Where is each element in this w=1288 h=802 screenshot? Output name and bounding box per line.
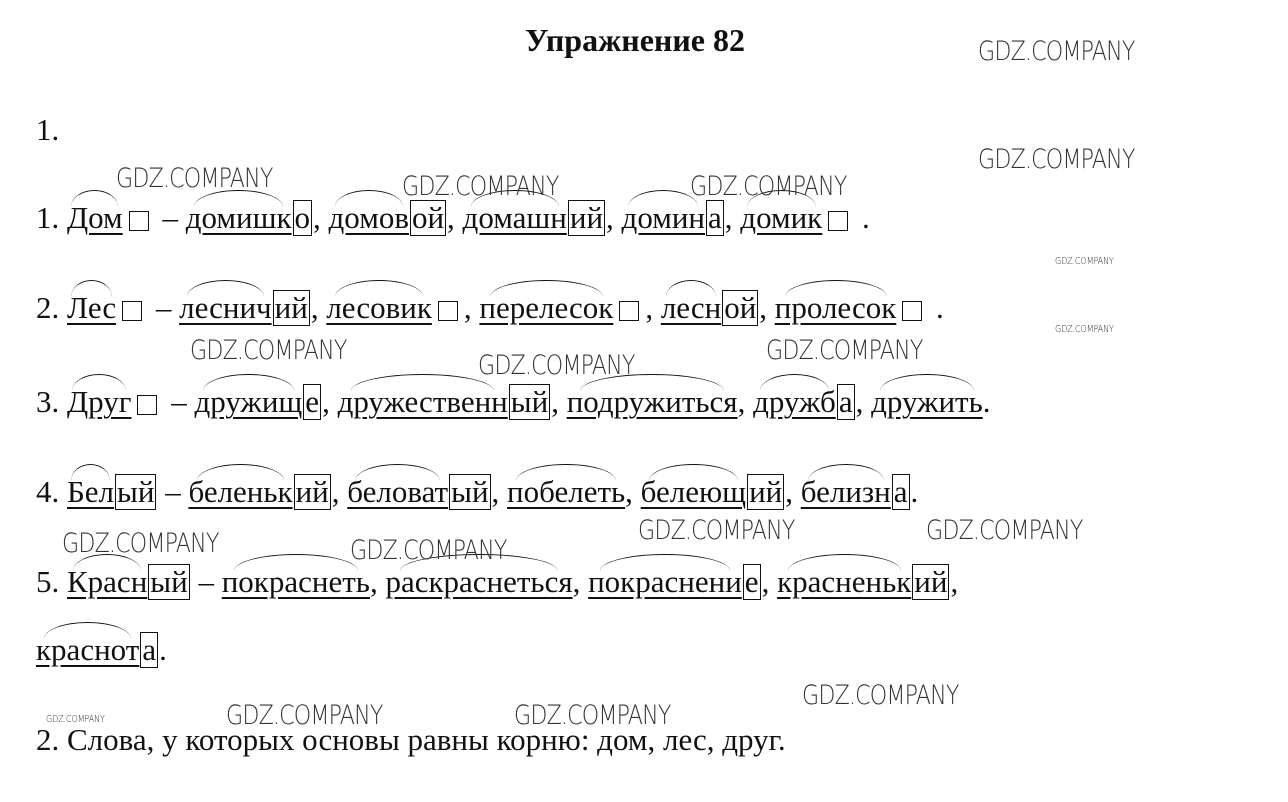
watermark: GDZ.COMPANY bbox=[638, 515, 795, 546]
word-ending: ий bbox=[749, 474, 783, 509]
watermark: GDZ.COMPANY bbox=[226, 700, 383, 731]
watermark: GDZ.COMPANY bbox=[190, 335, 347, 366]
word-ending: ий bbox=[569, 200, 604, 235]
word-ending: ый bbox=[510, 384, 549, 419]
separator: , bbox=[463, 290, 480, 325]
separator: . bbox=[159, 632, 167, 667]
word-stem: домик bbox=[740, 200, 823, 235]
separator: . bbox=[982, 384, 991, 419]
word bbox=[67, 562, 147, 602]
word bbox=[67, 472, 114, 512]
separator: , bbox=[369, 564, 386, 599]
word-stem: перелесок bbox=[479, 290, 614, 325]
watermark: GDZ.COMPANY bbox=[1055, 256, 1114, 267]
word-stem: дружественн bbox=[337, 384, 508, 419]
word-row-4 bbox=[36, 472, 918, 512]
word bbox=[338, 382, 508, 422]
word-stem: дружб bbox=[753, 384, 836, 419]
word-ending: ий bbox=[295, 474, 329, 509]
watermark: GDZ.COMPANY bbox=[766, 335, 923, 366]
word bbox=[67, 198, 123, 238]
word-stem: Друг bbox=[67, 384, 132, 419]
row-number: 2. bbox=[36, 290, 67, 325]
watermark: GDZ.COMPANY bbox=[1055, 324, 1114, 335]
separator: , bbox=[551, 384, 567, 419]
watermark: GDZ.COMPANY bbox=[926, 515, 1083, 546]
word bbox=[67, 382, 131, 422]
word bbox=[801, 472, 891, 512]
word-ending: е bbox=[744, 564, 759, 599]
word-stem: побелеть bbox=[507, 474, 626, 509]
word-stem: домин bbox=[621, 200, 706, 235]
word-stem: дружищ bbox=[194, 384, 303, 419]
word-ending: а bbox=[142, 632, 157, 667]
word bbox=[507, 472, 625, 512]
word bbox=[479, 288, 613, 328]
word-ending: о bbox=[294, 200, 311, 235]
word-stem: Дом bbox=[67, 200, 123, 235]
word-ending: ий bbox=[274, 290, 308, 325]
word bbox=[661, 288, 721, 328]
separator: , bbox=[491, 474, 508, 509]
separator: , bbox=[313, 200, 329, 235]
separator: , bbox=[606, 200, 622, 235]
word-row-3 bbox=[36, 382, 990, 422]
word bbox=[740, 198, 822, 238]
watermark: GDZ.COMPANY bbox=[478, 350, 635, 381]
word-stem: беловат bbox=[347, 474, 449, 509]
watermark: GDZ.COMPANY bbox=[116, 163, 273, 194]
word-ending: ой bbox=[411, 200, 445, 235]
word-ending: а bbox=[838, 384, 853, 419]
separator: – bbox=[190, 564, 222, 599]
watermark: GDZ.COMPANY bbox=[350, 535, 507, 566]
separator: – bbox=[163, 384, 195, 419]
word bbox=[641, 472, 746, 512]
separator: , bbox=[625, 474, 641, 509]
part1-label: 1. bbox=[36, 112, 60, 147]
word-stem: Лес bbox=[67, 290, 117, 325]
word-stem: домашн bbox=[462, 200, 567, 235]
separator: , bbox=[645, 290, 661, 325]
watermark: GDZ.COMPANY bbox=[978, 36, 1135, 67]
separator: , bbox=[761, 564, 778, 599]
word-stem: беленьк bbox=[188, 474, 293, 509]
separator: . bbox=[854, 200, 870, 235]
word bbox=[588, 562, 742, 602]
separator: , bbox=[950, 564, 959, 599]
word-stem: Бел bbox=[67, 474, 115, 509]
word-row-2 bbox=[36, 288, 944, 328]
word bbox=[347, 472, 448, 512]
word-ending: ый bbox=[451, 474, 489, 509]
row-number: 5. bbox=[36, 564, 67, 599]
word-stem: Красн bbox=[67, 564, 148, 599]
word-stem: дружить bbox=[871, 384, 983, 419]
separator: , bbox=[759, 290, 775, 325]
word bbox=[179, 288, 272, 328]
separator: – bbox=[148, 290, 180, 325]
word-row-5-continued bbox=[36, 630, 167, 670]
row-number: 3. bbox=[36, 384, 67, 419]
word bbox=[329, 198, 409, 238]
word bbox=[622, 198, 705, 238]
separator: , bbox=[447, 200, 463, 235]
word bbox=[36, 630, 139, 670]
separator: , bbox=[572, 564, 589, 599]
exercise-title: Упражнение 82 bbox=[524, 22, 745, 58]
word-stem: белеющ bbox=[640, 474, 747, 509]
word bbox=[463, 198, 567, 238]
separator: , bbox=[785, 474, 801, 509]
watermark: GDZ.COMPANY bbox=[514, 700, 671, 731]
word-stem: красненьк bbox=[777, 564, 912, 599]
separator: , bbox=[322, 384, 338, 419]
word-ending: ой bbox=[724, 290, 757, 325]
word-stem: лесовик bbox=[326, 290, 432, 325]
watermark: GDZ.COMPANY bbox=[62, 528, 219, 559]
word-stem: белизн bbox=[800, 474, 891, 509]
zero-ending-box bbox=[619, 301, 639, 321]
word-stem: домов bbox=[328, 200, 409, 235]
separator: , bbox=[737, 384, 754, 419]
word bbox=[567, 382, 738, 422]
word-stem: краснот bbox=[36, 632, 140, 667]
part2-text: 2. Слова, у которых основы равны корню: дом, лес, друг. bbox=[36, 722, 786, 757]
word bbox=[326, 288, 432, 328]
watermark: GDZ.COMPANY bbox=[802, 680, 959, 711]
word bbox=[775, 288, 897, 328]
word-ending: а bbox=[708, 200, 722, 235]
separator: , bbox=[855, 384, 872, 419]
word-stem: покраснеть bbox=[221, 564, 370, 599]
watermark: GDZ.COMPANY bbox=[46, 714, 105, 725]
word-stem: пролесок bbox=[774, 290, 897, 325]
watermark: GDZ.COMPANY bbox=[690, 171, 847, 202]
zero-ending-box bbox=[129, 211, 149, 231]
word-stem: лесн bbox=[660, 290, 722, 325]
word bbox=[67, 288, 116, 328]
word-stem: леснич bbox=[179, 290, 272, 325]
word bbox=[777, 562, 911, 602]
word-ending: а bbox=[893, 474, 908, 509]
separator: , bbox=[724, 200, 741, 235]
zero-ending-box bbox=[122, 301, 142, 321]
word bbox=[194, 382, 302, 422]
separator: – bbox=[157, 474, 189, 509]
word-row-1 bbox=[36, 198, 870, 238]
row-number: 1. bbox=[36, 200, 67, 235]
word-stem: покраснени bbox=[588, 564, 742, 599]
word bbox=[753, 382, 836, 422]
word bbox=[188, 472, 292, 512]
word-row-5 bbox=[36, 562, 958, 602]
word-ending: ый bbox=[150, 564, 188, 599]
word bbox=[222, 562, 370, 602]
separator: . bbox=[910, 474, 919, 509]
watermark: GDZ.COMPANY bbox=[402, 171, 559, 202]
zero-ending-box bbox=[438, 301, 458, 321]
word-stem: домишк bbox=[185, 200, 292, 235]
word-stem: подружиться bbox=[566, 384, 738, 419]
word-ending: ый bbox=[117, 474, 155, 509]
word-stem: раскраснеться bbox=[385, 564, 573, 599]
zero-ending-box bbox=[828, 211, 848, 231]
zero-ending-box bbox=[902, 301, 922, 321]
watermark: GDZ.COMPANY bbox=[978, 144, 1135, 175]
word-ending: е bbox=[305, 384, 320, 419]
word-ending: ий bbox=[914, 564, 948, 599]
separator: . bbox=[928, 290, 944, 325]
separator: , bbox=[310, 290, 327, 325]
word bbox=[385, 562, 572, 602]
row-number: 4. bbox=[36, 474, 67, 509]
separator: – bbox=[154, 200, 186, 235]
word bbox=[871, 382, 983, 422]
separator: , bbox=[331, 474, 348, 509]
zero-ending-box bbox=[137, 395, 157, 415]
word bbox=[186, 198, 292, 238]
